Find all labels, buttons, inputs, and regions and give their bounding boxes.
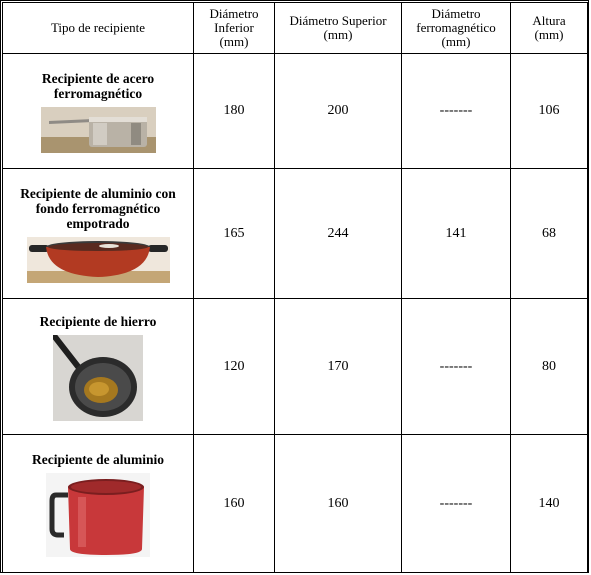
header-line: Tipo de recipiente — [50, 20, 146, 35]
diametro-ferromagnetico-cell: 141 — [402, 169, 511, 299]
diametro-ferromagnetico-cell: ------- — [402, 435, 511, 573]
header-line: Diámetro Superior — [289, 13, 387, 28]
diametro-superior-cell: 200 — [275, 54, 402, 169]
header-diametro-inferior — [194, 3, 275, 54]
recipient-name: Recipiente de hierro — [39, 314, 157, 329]
header-line: (mm) — [441, 34, 471, 49]
diametro-superior-cell: 244 — [275, 169, 402, 299]
header-line: Inferior — [214, 20, 254, 35]
header-diametro-ferromagnetico — [402, 3, 511, 54]
table-row — [3, 435, 588, 573]
header-line: Diámetro — [431, 6, 481, 21]
table-row — [3, 169, 588, 299]
diametro-inferior-cell: 180 — [194, 54, 275, 169]
header-line: ferromagnético — [416, 20, 496, 35]
recipient-cell — [3, 54, 194, 169]
header-altura — [511, 3, 588, 54]
header-line: (mm) — [534, 27, 564, 42]
altura-cell: 68 — [511, 169, 588, 299]
header-line: (mm) — [323, 27, 353, 42]
diametro-ferromagnetico-cell: ------- — [402, 54, 511, 169]
header-line: (mm) — [219, 34, 249, 49]
header-line: Altura — [532, 13, 566, 28]
header-row — [3, 3, 588, 54]
recipient-cell — [3, 299, 194, 435]
red-aluminum-pot-photo — [46, 473, 150, 557]
diametro-ferromagnetico-cell: ------- — [402, 299, 511, 435]
diametro-superior-cell: 170 — [275, 299, 402, 435]
recipient-name: Recipiente de aluminio con fondo ferromagnético empotrado — [20, 186, 176, 231]
diametro-inferior-cell: 120 — [194, 299, 275, 435]
diametro-superior-cell: 160 — [275, 435, 402, 573]
red-aluminum-casserole-photo — [27, 237, 170, 283]
recipient-cell — [3, 435, 194, 573]
recipientes-table — [2, 2, 588, 573]
iron-wok-photo — [53, 335, 143, 421]
diametro-inferior-cell: 165 — [194, 169, 275, 299]
header-diametro-superior — [275, 3, 402, 54]
recipient-name: Recipiente de aluminio — [32, 452, 164, 467]
diametro-inferior-cell: 160 — [194, 435, 275, 573]
header-tipo — [3, 3, 194, 54]
header-line: Diámetro — [209, 6, 259, 21]
recipient-cell — [3, 169, 194, 299]
stainless-steel-saucepan-photo — [41, 107, 156, 153]
recipient-name: Recipiente de acero ferromagnético — [41, 71, 155, 101]
altura-cell: 106 — [511, 54, 588, 169]
altura-cell: 80 — [511, 299, 588, 435]
table-row — [3, 299, 588, 435]
altura-cell: 140 — [511, 435, 588, 573]
table-row — [3, 54, 588, 169]
